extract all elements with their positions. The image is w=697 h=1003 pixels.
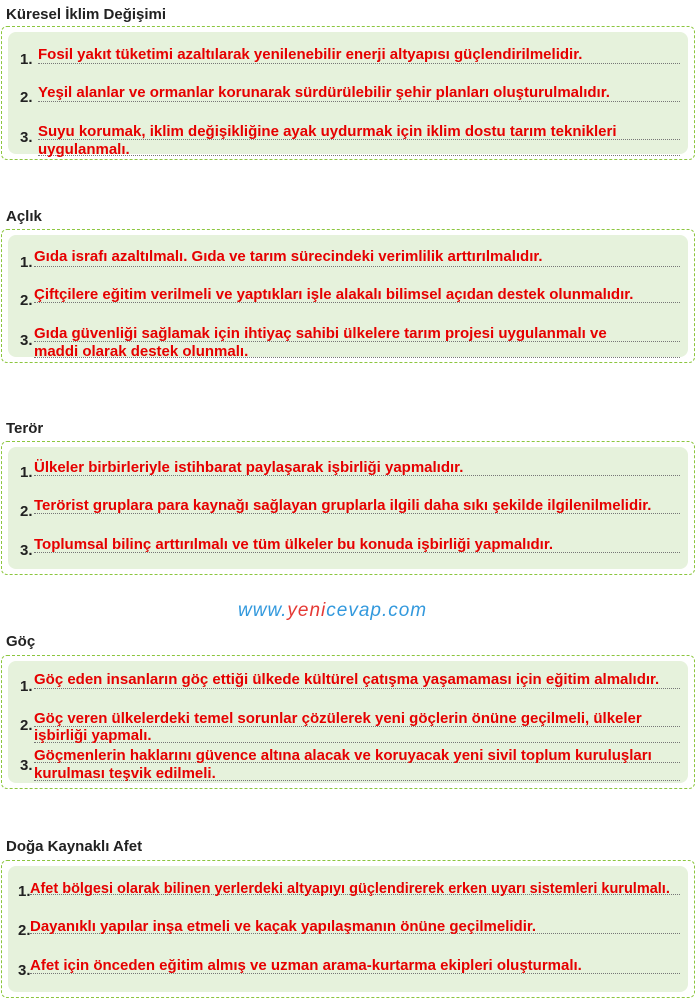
- watermark-suffix: cevap.com: [326, 600, 428, 621]
- answer-box: [1, 26, 695, 160]
- item-number: 2.: [20, 292, 33, 309]
- section-title: Göç: [6, 633, 36, 650]
- section-title: Doğa Kaynaklı Afet: [6, 838, 143, 855]
- site-watermark: [238, 600, 427, 622]
- item-number: 1.: [20, 464, 33, 481]
- answer-text: Yeşil alanlar ve ormanlar korunarak sürdürülebilir şehir planları oluşturulmalıdır.: [38, 84, 610, 101]
- answer-line: [38, 155, 680, 156]
- watermark-highlight: yeni: [287, 600, 327, 621]
- item-number: 3.: [20, 542, 33, 559]
- answer-text: Gıda güvenliği sağlamak için ihtiyaç sahibi ülkelere tarım projesi uygulanmalı ve: [34, 325, 607, 342]
- answer-text: Göçmenlerin haklarını güvence altına alacak ve koruyacak yeni sivil toplum kuruluşları: [34, 747, 652, 764]
- answer-text: Terörist gruplara para kaynağı sağlayan gruplarla ilgili daha sıkı şekilde ilgilenilmelidir.: [34, 497, 652, 514]
- answer-text: Göç eden insanların göç ettiği ülkede kültürel çatışma yaşamaması için eğitim almalıdır.: [34, 671, 660, 688]
- section-title: Terör: [6, 420, 44, 437]
- answer-text: Afet bölgesi olarak bilinen yerlerdeki altyapıyı güçlendirerek erken uyarı sistemleri kurulmalı.: [30, 881, 670, 897]
- item-number: 3.: [20, 332, 33, 349]
- answer-text: Fosil yakıt tüketimi azaltılarak yenilenebilir enerji altyapısı güçlendirilmelidir.: [38, 46, 583, 63]
- answer-text: kurulması teşvik edilmeli.: [34, 765, 216, 782]
- answer-text: Ülkeler birbirleriyle istihbarat paylaşarak işbirliği yapmalıdır.: [34, 459, 464, 476]
- item-number: 2.: [20, 89, 33, 106]
- item-number: 2.: [20, 717, 33, 734]
- item-number: 1.: [20, 254, 33, 271]
- section-title: Küresel İklim Değişimi: [6, 6, 167, 23]
- item-number: 1.: [20, 678, 33, 695]
- answer-text: Çiftçilere eğitim verilmeli ve yaptıkları işle alakalı bilimsel açıdan destek olunmalıdır.: [34, 286, 634, 303]
- answer-text: Dayanıklı yapılar inşa etmeli ve kaçak yapılaşmanın önüne geçilmelidir.: [30, 918, 537, 935]
- item-number: 3.: [20, 757, 33, 774]
- item-number: 1.: [20, 51, 33, 68]
- item-number: 3.: [18, 962, 31, 979]
- answer-text: uygulanmalı.: [38, 141, 130, 158]
- answer-text: işbirliği yapmalı.: [34, 727, 152, 744]
- answer-box: [1, 229, 695, 363]
- item-number: 2.: [20, 503, 33, 520]
- answer-text: Toplumsal bilinç arttırılmalı ve tüm ülkeler bu konuda işbirliği yapmalıdır.: [34, 536, 554, 553]
- watermark-prefix: www.: [238, 600, 288, 621]
- item-number: 2.: [18, 922, 31, 939]
- answer-box: [1, 860, 695, 998]
- answer-text: maddi olarak destek olunmalı.: [34, 343, 249, 360]
- answer-text: Göç veren ülkelerdeki temel sorunlar çözülerek yeni göçlerin önüne geçilmeli, ülkeler: [34, 710, 642, 727]
- item-number: 1.: [18, 883, 31, 900]
- answer-box: [1, 655, 695, 789]
- answer-text: Afet için önceden eğitim almış ve uzman arama-kurtarma ekipleri oluşturmalı.: [30, 957, 582, 974]
- answer-text: Gıda israfı azaltılmalı. Gıda ve tarım sürecindeki verimlilik arttırılmalıdır.: [34, 248, 543, 265]
- section-title: Açlık: [6, 208, 42, 225]
- answer-text: Suyu korumak, iklim değişikliğine ayak uydurmak için iklim dostu tarım teknikleri: [38, 123, 617, 140]
- item-number: 3.: [20, 129, 33, 146]
- answer-box: [1, 441, 695, 575]
